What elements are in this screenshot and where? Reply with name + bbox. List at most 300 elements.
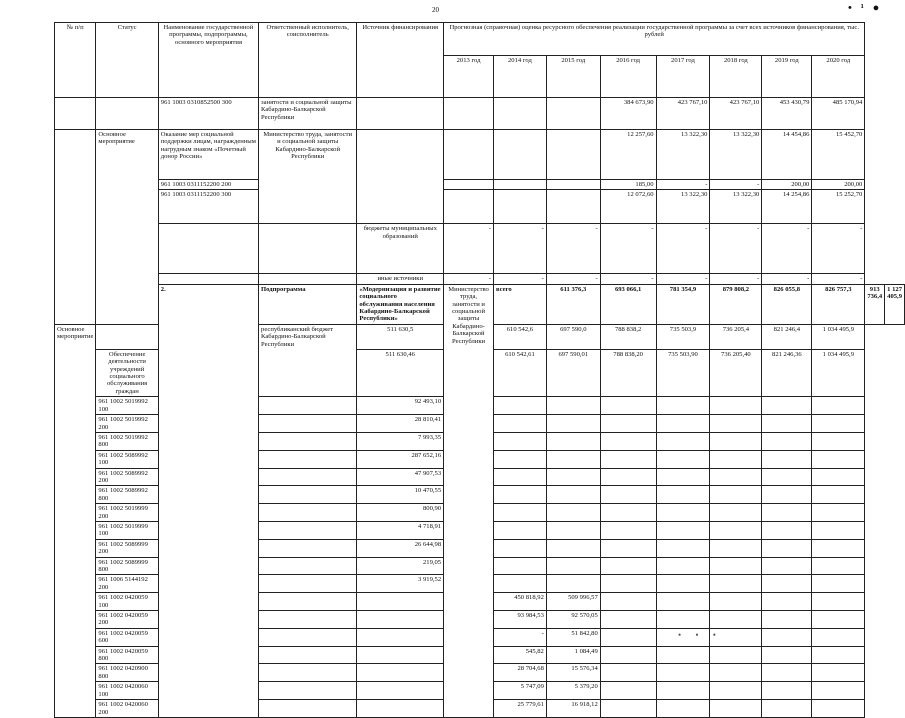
value-cell (600, 539, 656, 557)
table-row (55, 274, 905, 284)
value-cell: 15 252,70 (812, 190, 865, 224)
value-2015 (546, 450, 600, 468)
value-cell: 1 034 495,9 (812, 324, 865, 349)
value-cell: 13 322,30 (710, 190, 762, 224)
value-cell (762, 611, 812, 629)
value-cell: 736 205,4 (710, 324, 762, 349)
value-cell (656, 432, 710, 450)
value-cell (600, 593, 656, 611)
value-2014: 28 704,68 (493, 664, 546, 682)
value-cell (600, 486, 656, 504)
value-cell (656, 575, 710, 593)
value-cell: - (710, 180, 762, 190)
code-cell: 961 1002 0420059 200 (96, 611, 158, 629)
value-cell (762, 397, 812, 415)
value-2014 (493, 504, 546, 522)
num-cell (55, 130, 96, 325)
value-cell (812, 575, 865, 593)
header-year: 2020 год (812, 56, 865, 98)
code-cell: 961 1002 0420059 800 (96, 646, 158, 664)
value-cell (710, 557, 762, 575)
value-cell (600, 468, 656, 486)
code-cell: 961 1002 5089999 800 (96, 557, 158, 575)
value-2013: 92 493,10 (357, 397, 444, 415)
source-rep: республиканский бюджет Кабардино-Балкарской Республики (259, 324, 357, 396)
code-cell: 961 1002 5089992 800 (96, 486, 158, 504)
value-cell: 1 127 405,9 (885, 284, 905, 324)
code-cell: 961 1002 5089999 200 (96, 539, 158, 557)
value-cell (600, 646, 656, 664)
main-status: Основное мероприятие (96, 130, 158, 325)
value-2013: 47 907,53 (357, 468, 444, 486)
value-2015: 16 918,12 (546, 700, 600, 718)
value-2015 (546, 486, 600, 504)
value-cell: - (812, 224, 865, 274)
value-cell: 821 246,36 (762, 349, 812, 396)
code-cell: 961 1002 0420900 800 (96, 664, 158, 682)
value-cell: 14 254,86 (762, 190, 812, 224)
value-cell (710, 539, 762, 557)
sub-num: 2. (158, 284, 258, 717)
value-2015 (546, 432, 600, 450)
value-cell (762, 593, 812, 611)
value-cell (812, 628, 865, 646)
value-cell: 423 767,10 (656, 98, 710, 130)
value-cell: - (493, 274, 546, 284)
value-cell (656, 539, 710, 557)
value-cell: 610 542,61 (493, 349, 546, 396)
value-cell: - (710, 224, 762, 274)
source-cell (259, 504, 357, 522)
value-2013: 26 644,98 (357, 539, 444, 557)
value-cell: - (656, 274, 710, 284)
value-cell (710, 700, 762, 718)
source-cell (259, 397, 357, 415)
table-row (55, 180, 905, 190)
value-cell: 485 170,94 (812, 98, 865, 130)
header-year: 2019 год (762, 56, 812, 98)
value-2015 (546, 575, 600, 593)
value-2015 (546, 468, 600, 486)
code-cell: 961 1003 0311152200 200 (158, 180, 258, 190)
code-cell: 961 1002 5089992 200 (96, 468, 158, 486)
source-cell (259, 593, 357, 611)
value-2014 (493, 539, 546, 557)
value-cell (812, 504, 865, 522)
value-cell: 511 630,5 (357, 324, 444, 349)
value-cell: 826 055,8 (762, 284, 812, 324)
value-cell (600, 504, 656, 522)
value-cell: - (710, 274, 762, 284)
source-municipal: бюджеты муниципальных образований (357, 224, 444, 274)
value-cell (762, 468, 812, 486)
value-cell (812, 646, 865, 664)
value-cell (546, 180, 600, 190)
value-cell (444, 180, 494, 190)
value-2013: 7 993,35 (357, 432, 444, 450)
value-cell (656, 682, 710, 700)
value-cell (812, 682, 865, 700)
value-cell (812, 700, 865, 718)
value-2013 (357, 664, 444, 682)
source-cell (259, 682, 357, 700)
value-2013 (357, 646, 444, 664)
value-cell: 1 034 495,9 (812, 349, 865, 396)
value-cell (710, 450, 762, 468)
value-cell (762, 575, 812, 593)
value-cell (546, 130, 600, 180)
source-cell (259, 432, 357, 450)
value-2014 (493, 575, 546, 593)
code-cell: 961 1002 5019992 200 (96, 415, 158, 433)
value-2013 (357, 682, 444, 700)
value-2013: 219,05 (357, 557, 444, 575)
value-cell: 826 757,3 (812, 284, 865, 324)
value-cell: - (546, 274, 600, 284)
value-cell: 697 590,0 (546, 324, 600, 349)
header-year: 2015 год (546, 56, 600, 98)
value-2014: 25 779,61 (493, 700, 546, 718)
header-status: Статус (96, 23, 158, 98)
value-cell (656, 700, 710, 718)
value-2013: 287 652,16 (357, 450, 444, 468)
code-cell: 961 1003 0310852500 300 (158, 98, 258, 130)
code-cell: 961 1002 5019999 100 (96, 521, 158, 539)
source-other: иные источники (357, 274, 444, 284)
value-2013 (357, 611, 444, 629)
value-cell (656, 486, 710, 504)
value-cell (600, 450, 656, 468)
value-cell (710, 486, 762, 504)
value-2014 (493, 521, 546, 539)
code-cell: 961 1002 0420059 100 (96, 593, 158, 611)
value-cell: 200,00 (762, 180, 812, 190)
value-cell (493, 130, 546, 180)
value-cell (600, 628, 656, 646)
main-name: Обеспечение деятельности учреждений социального обслуживания граждан (96, 349, 158, 396)
source-cell (259, 557, 357, 575)
value-cell: - (600, 274, 656, 284)
value-2014 (493, 450, 546, 468)
value-cell (762, 432, 812, 450)
sub-name: «Модернизация и развитие социального обслуживания населения Кабардино-Балкарской Республики» (357, 284, 444, 324)
value-cell (710, 415, 762, 433)
source-cell (259, 628, 357, 646)
value-cell: 735 503,9 (656, 324, 710, 349)
source-cell (259, 450, 357, 468)
value-cell (656, 611, 710, 629)
value-cell: - (656, 180, 710, 190)
value-cell: - (656, 224, 710, 274)
value-cell: 697 590,01 (546, 349, 600, 396)
code-cell: 961 1003 0311152200 300 (158, 190, 258, 224)
value-cell: 14 454,86 (762, 130, 812, 180)
value-cell: - (444, 224, 494, 274)
value-cell: 788 838,2 (600, 324, 656, 349)
source-cell (259, 646, 357, 664)
value-cell (600, 682, 656, 700)
value-2013: 3 919,52 (357, 575, 444, 593)
corner-mark: • ¹ ● (848, 2, 883, 14)
value-2015: 92 570,05 (546, 611, 600, 629)
name-cell (96, 324, 158, 349)
value-cell (710, 575, 762, 593)
source-cell (259, 521, 357, 539)
table-row (55, 23, 905, 56)
header-executor: Ответственный исполнитель, соисполнитель (259, 23, 357, 98)
value-cell (812, 486, 865, 504)
value-2015 (546, 557, 600, 575)
value-cell (600, 432, 656, 450)
header-source: Источник финансирования (357, 23, 444, 98)
header-num: № п/п (55, 23, 96, 98)
value-cell (762, 539, 812, 557)
table-row (55, 224, 905, 274)
value-cell (656, 664, 710, 682)
code-cell: 961 1002 5089992 100 (96, 450, 158, 468)
value-cell (600, 557, 656, 575)
table-row (55, 98, 905, 130)
value-2014: 545,82 (493, 646, 546, 664)
num-cell (55, 98, 96, 130)
code-cell: 961 1006 5144192 200 (96, 575, 158, 593)
header-estimate: Прогнозная (справочная) оценка ресурсного обеспечения реализации государственной программы за счет всех источников финансирования, тыс. рублей (444, 23, 865, 56)
value-2013: 4 718,91 (357, 521, 444, 539)
value-cell (812, 539, 865, 557)
value-cell: 453 430,79 (762, 98, 812, 130)
value-2014 (493, 468, 546, 486)
value-2014: 5 747,09 (493, 682, 546, 700)
code-cell: 961 1002 0420060 100 (96, 682, 158, 700)
value-cell (710, 468, 762, 486)
value-cell: - (546, 224, 600, 274)
value-cell (812, 521, 865, 539)
value-cell (710, 397, 762, 415)
value-cell (710, 664, 762, 682)
value-cell (600, 397, 656, 415)
value-cell: 788 838,20 (600, 349, 656, 396)
executor-cell (259, 274, 357, 284)
value-cell (493, 190, 546, 224)
value-cell (656, 397, 710, 415)
value-cell (656, 521, 710, 539)
value-cell (710, 521, 762, 539)
sub-status: Подпрограмма (259, 284, 357, 324)
value-2014 (493, 397, 546, 415)
source-cell (357, 98, 444, 130)
value-cell (546, 190, 600, 224)
header-year: 2013 год (444, 56, 494, 98)
value-cell (656, 415, 710, 433)
executor-cell: Министерство труда, занятости и социальной защиты Кабардино-Балкарской Республики (259, 130, 357, 224)
code-cell: 961 1002 0420059 600 (96, 628, 158, 646)
value-cell (812, 397, 865, 415)
value-cell (812, 468, 865, 486)
value-2015: 15 576,34 (546, 664, 600, 682)
value-cell: 13 322,30 (656, 190, 710, 224)
value-cell (656, 646, 710, 664)
resource-table (54, 22, 905, 718)
value-2015: 509 996,57 (546, 593, 600, 611)
value-cell (656, 468, 710, 486)
value-cell (762, 646, 812, 664)
value-cell (600, 575, 656, 593)
code-cell: 961 1002 5019992 100 (96, 397, 158, 415)
value-cell: 511 630,46 (357, 349, 444, 396)
source-cell (259, 415, 357, 433)
value-cell (812, 611, 865, 629)
value-2015 (546, 504, 600, 522)
value-2013: 10 470,55 (357, 486, 444, 504)
value-2014: 450 818,92 (493, 593, 546, 611)
value-2013 (357, 700, 444, 718)
table-row (55, 190, 905, 224)
value-cell (762, 664, 812, 682)
value-cell (762, 521, 812, 539)
value-cell (812, 450, 865, 468)
value-cell (762, 450, 812, 468)
value-2014 (493, 415, 546, 433)
value-cell (710, 628, 762, 646)
header-year: 2018 год (710, 56, 762, 98)
value-cell (656, 504, 710, 522)
header-year: 2017 год (656, 56, 710, 98)
value-cell: - (762, 274, 812, 284)
value-2014 (493, 557, 546, 575)
value-cell (600, 415, 656, 433)
value-cell (710, 504, 762, 522)
value-cell: 610 542,6 (493, 324, 546, 349)
source-cell (259, 700, 357, 718)
value-cell (444, 190, 494, 224)
value-cell (444, 130, 494, 180)
value-cell: 12 072,60 (600, 190, 656, 224)
value-2015: 5 379,20 (546, 682, 600, 700)
table-row (55, 130, 905, 180)
value-2015 (546, 397, 600, 415)
source-cell (259, 611, 357, 629)
executor-cell: занятости и социальной защиты Кабардино-Балкарской Республики (259, 98, 357, 130)
value-2013 (357, 628, 444, 646)
value-cell: 735 503,90 (656, 349, 710, 396)
value-2014: 93 984,53 (493, 611, 546, 629)
value-cell: 12 257,60 (600, 130, 656, 180)
value-cell: 736 205,40 (710, 349, 762, 396)
value-2013: 28 810,41 (357, 415, 444, 433)
value-cell: 821 246,4 (762, 324, 812, 349)
value-2015 (546, 521, 600, 539)
value-cell (762, 700, 812, 718)
page-number: 20 (432, 6, 439, 14)
code-cell: 961 1002 5019992 800 (96, 432, 158, 450)
value-cell: - (600, 224, 656, 274)
value-cell (600, 700, 656, 718)
value-cell: 423 767,10 (710, 98, 762, 130)
value-cell (656, 628, 710, 646)
value-cell: 913 736,4 (865, 284, 885, 324)
value-2015: 1 084,49 (546, 646, 600, 664)
value-cell: 384 673,90 (600, 98, 656, 130)
value-cell: 200,00 (812, 180, 865, 190)
value-cell (493, 98, 546, 130)
value-cell: 781 354,9 (656, 284, 710, 324)
value-cell (812, 432, 865, 450)
value-2013: 800,90 (357, 504, 444, 522)
value-cell (600, 664, 656, 682)
value-cell: 185,00 (600, 180, 656, 190)
value-2015 (546, 415, 600, 433)
value-cell: 13 322,30 (656, 130, 710, 180)
value-cell (812, 415, 865, 433)
value-cell (762, 486, 812, 504)
value-cell: 15 452,70 (812, 130, 865, 180)
main-name: Оказание мер социальной поддержки лицам, награжденным нагрудным знаком «Почетный донор России» (158, 130, 258, 180)
value-2013 (357, 593, 444, 611)
value-cell (762, 628, 812, 646)
value-cell (656, 557, 710, 575)
value-cell (444, 98, 494, 130)
value-cell: 693 066,1 (600, 284, 656, 324)
header-year: 2014 год (493, 56, 546, 98)
main-status: Основное мероприятие (55, 324, 96, 717)
header-name: Наименование государственной программы, подпрограммы, основного мероприятия (158, 23, 258, 98)
code-cell: 961 1002 5019999 200 (96, 504, 158, 522)
value-cell (600, 611, 656, 629)
value-cell: 879 808,2 (710, 284, 762, 324)
value-2014 (493, 486, 546, 504)
value-cell (762, 415, 812, 433)
header-year: 2016 год (600, 56, 656, 98)
name-cell (158, 274, 258, 284)
sub-executor: Министерство труда, занятости и социальной защиты Кабардино-Балкарской Республики (444, 284, 494, 717)
value-cell: 611 376,3 (546, 284, 600, 324)
value-cell (710, 646, 762, 664)
value-cell (600, 521, 656, 539)
value-2014: - (493, 628, 546, 646)
name-cell (158, 224, 258, 274)
source-total: всего (493, 284, 546, 324)
value-cell (710, 682, 762, 700)
value-cell (710, 593, 762, 611)
value-cell (762, 504, 812, 522)
source-cell (259, 468, 357, 486)
source-cell (259, 575, 357, 593)
value-2015: 51 842,80 (546, 628, 600, 646)
code-cell: 961 1002 0420060 200 (96, 700, 158, 718)
source-cell (259, 486, 357, 504)
source-cell (357, 130, 444, 224)
value-cell (656, 450, 710, 468)
value-cell: - (493, 224, 546, 274)
value-cell (656, 593, 710, 611)
value-cell (710, 432, 762, 450)
value-cell (710, 611, 762, 629)
value-2015 (546, 539, 600, 557)
value-cell (493, 180, 546, 190)
value-cell (812, 557, 865, 575)
value-cell (546, 98, 600, 130)
value-cell (762, 557, 812, 575)
value-cell: 13 322,30 (710, 130, 762, 180)
executor-cell (259, 224, 357, 274)
value-cell: - (444, 274, 494, 284)
value-cell (812, 593, 865, 611)
value-cell (812, 664, 865, 682)
value-cell: - (812, 274, 865, 284)
bottom-scan-mark: • • • (678, 630, 722, 640)
status-cell (96, 98, 158, 130)
value-cell: - (762, 224, 812, 274)
